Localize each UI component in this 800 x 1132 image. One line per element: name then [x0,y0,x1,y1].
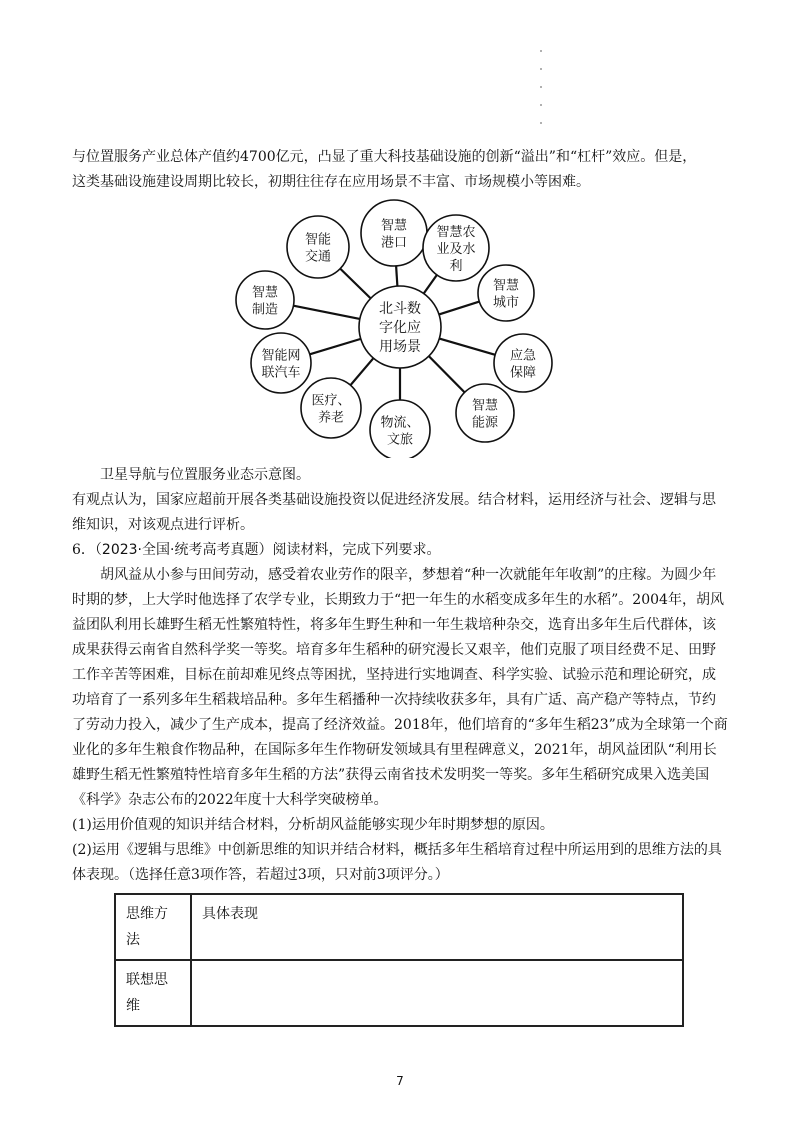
diagram-node-label: 智能网 [261,348,301,364]
diagram-node-label: 智慧农 [436,225,476,240]
table-header-performance: 具体表现 [191,894,683,960]
diagram-connector [424,275,437,294]
diagram-node-label: 智慧 [251,285,279,301]
intro-paragraph [72,145,728,195]
bds-application-diagram [232,196,568,458]
diagram-node-label: 医疗、 [311,393,351,409]
diagram-node-label: 制造 [251,302,279,318]
diagram-center-label: 用场景 [379,339,421,355]
table-cell-answer[interactable] [191,960,683,1026]
diagram-connector [340,269,370,299]
diagram-node-label: 养老 [317,410,345,426]
page-number: 7 [396,1074,404,1088]
diagram-node-label: 智慧 [380,218,408,234]
diagram-node-label: 交通 [304,249,332,265]
diagram-node-label: 智能 [304,232,332,248]
question-6-material: 胡风益从小参与田间劳动，感受着农业劳作的限辛，梦想着“种一次就能年年收割”的庄稼。为圆少年时期的梦，上大学时他选择了农学专业，长期致力于“把一年生的水稻变成多年生的水稻”。2004年，胡风益团队利用长雄野生稻无性繁殖特性，将多年生野生种和一年生栽培种杂交，选育出多年生后代群体，该成果获得云南省自然科学奖一等奖。培育多年生稻种的研究漫长又艰辛，他们克服了项目经费不足、田野工作辛苦等困难，目标在前却难见终点等困扰，坚持进行实地调查、科学实验、试验示范和理论研究，成功培育了一系列多年生稻栽培品种。多年生稻播种一次持续收获多年，具有广适、高产稳产等特点，节约了劳动力投入，减少了生产成本，提高了经济效益。2018年，他们培育的“多年生稻23”成为全球第一个商业化的多年生粮食作物品种，在国际多年生作物研发领域具有里程碑意义，2021年，胡风益团队“利用长雄野生稻无性繁殖特性培育多年生稻的方法”获得云南省技术发明奖一等奖。多年生稻研究成果入选美国《科学》杂志公布的2022年度十大科学突破榜单。 [72,567,728,808]
sub-question-2: (2)运用《逻辑与思维》中创新思维的知识并结合材料，概括多年生稻培育过程中所运用到的思维方法的具体表现。（选择任意3项作答，若超过3项，只对前3项评分。） [72,842,722,883]
diagram-connector [439,302,479,315]
question-6-heading [72,538,728,563]
diagram-node-label: 城市 [492,295,520,311]
diagram-node-label: 能源 [471,415,499,431]
intro-line-2: 这类基础设施建设周期比较长，初期往往存在应用场景不丰富、市场规模小等困难。 [72,174,590,190]
diagram-node-label: 应急 [509,348,537,364]
diagram-connector [293,306,359,319]
diagram-connector [439,339,495,355]
diagram-caption: 卫星导航与位置服务业态示意图。 [100,467,310,483]
diagram-center-label: 北斗数 [379,301,421,317]
question-source: （2023·全国·统考高考真题） [94,542,273,558]
diagram-node-label: 联汽车 [261,365,301,381]
diagram-connector [396,266,397,286]
intro-line-1: 与位置服务产业总体产值约4700亿元，凸显了重大科技基础设施的创新“溢出”和“杠杆”效应。但是， [72,149,697,165]
viewpoint-question: 有观点认为，国家应超前开展各类基础设施投资以促进经济发展。结合材料，运用经济与社会、逻辑与思维知识，对该观点进行评析。 [72,492,716,533]
diagram-connector [429,356,465,392]
diagram-center-label: 字化应 [379,320,421,336]
table-row [115,960,683,1026]
diagram-node-label: 智慧 [492,278,520,294]
diagram-node-label: 保障 [509,365,537,381]
question-number: 6． [72,542,95,558]
diagram-connector [310,339,361,354]
diagram-node-label: 文旅 [386,432,414,448]
sub-question-1: (1)运用价值观的知识并结合材料，分析胡风益能够实现少年时期梦想的原因。 [72,817,554,833]
answer-table [114,893,684,1027]
diagram-node-label: 业及水 [436,242,476,257]
table-header-row [115,894,683,960]
diagram-node-label: 物流、 [380,415,420,431]
table-cell-method: 联想思维 [115,960,191,1026]
diagram-node-label: 智慧 [471,398,499,414]
diagram-node-label: 利 [449,259,463,274]
diagram-connector [350,358,373,385]
table-header-method: 思维方法 [115,894,191,960]
question-prompt: 阅读材料，完成下列要求。 [272,542,441,558]
margin-dots [540,50,544,140]
diagram-node-label: 港口 [380,235,408,251]
